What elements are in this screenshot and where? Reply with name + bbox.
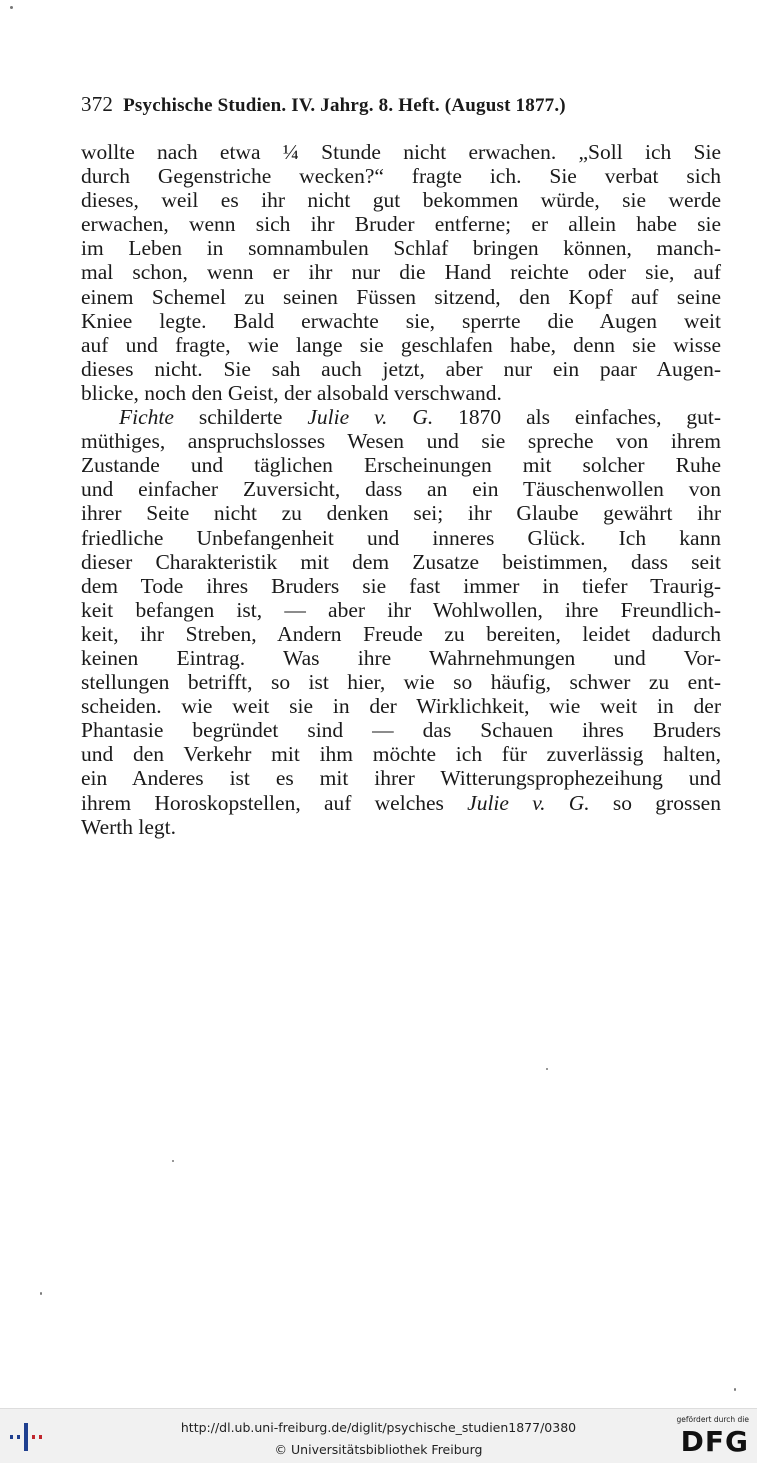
text-line — [81, 405, 721, 429]
text-run: so grossen — [589, 790, 721, 815]
body-text — [81, 140, 721, 839]
text-line — [81, 212, 721, 236]
source-url[interactable]: http://dl.ub.uni-freiburg.de/diglit/psychische_studien1877/0380 — [180, 1420, 577, 1435]
text-run: blicke, noch den Geist, der alsobald verschwand. — [81, 380, 502, 405]
scan-speck — [546, 1068, 548, 1070]
text-run: einem Schemel zu seinen Füssen sitzend, den Kopf auf seine — [81, 284, 721, 309]
text-run: keit befangen ist, — aber ihr Wohlwollen, ihre Freundlich- — [81, 597, 721, 622]
page-number: 372 — [81, 92, 114, 116]
sponsor-logo: DFG — [680, 1425, 749, 1458]
text-line — [81, 574, 721, 598]
text-run: ein Anderes ist es mit ihrer Witterungsprophezeihung und — [81, 766, 721, 791]
scan-speck — [40, 1292, 42, 1295]
text-run: Phantasie begründet sind — das Schauen ihres Bruders — [81, 718, 721, 743]
text-line — [81, 357, 721, 381]
text-line — [81, 285, 721, 309]
text-run: mal schon, wenn er ihr nur die Hand reichte oder sie, auf — [81, 260, 721, 285]
text-line — [81, 526, 721, 550]
text-run: dem Tode ihres Bruders sie fast immer in tiefer Traurig- — [81, 573, 721, 598]
sponsor-caption: gefördert durch die — [676, 1415, 749, 1424]
footer-bar — [0, 1408, 757, 1463]
scan-speck — [734, 1388, 736, 1391]
text-line — [81, 742, 721, 766]
text-run: stellungen betrifft, so ist hier, wie so häufig, schwer zu ent- — [81, 670, 721, 695]
text-line — [81, 477, 721, 501]
text-line — [81, 188, 721, 212]
text-run: 1870 als einfaches, gut- — [433, 405, 722, 430]
text-run: Kniee legte. Bald erwachte sie, sperrte die Augen weit — [81, 308, 721, 333]
text-line — [81, 622, 721, 646]
text-line — [81, 501, 721, 525]
text-line — [81, 646, 721, 670]
text-line — [81, 694, 721, 718]
copyright-notice: © Universitätsbibliothek Freiburg — [274, 1442, 483, 1457]
text-line — [81, 333, 721, 357]
scan-speck — [172, 1160, 174, 1162]
text-line — [81, 791, 721, 815]
italic-name: Fichte — [119, 405, 174, 430]
text-run: keinen Eintrag. Was ihre Wahrnehmungen und Vor- — [81, 645, 721, 670]
text-line — [81, 164, 721, 188]
text-line — [81, 718, 721, 742]
text-line — [81, 766, 721, 790]
text-run: dieses nicht. Sie sah auch jetzt, aber nur ein paar Augen- — [81, 356, 721, 381]
text-run: durch Gegenstriche wecken?“ fragte ich. Sie verbat sich — [81, 164, 721, 189]
text-run: und den Verkehr mit ihm möchte ich für zuverlässig halten, — [81, 742, 721, 767]
text-line — [81, 236, 721, 260]
text-run: erwachen, wenn sich ihr Bruder entferne; er allein habe sie — [81, 212, 721, 237]
text-run: friedliche Unbefangenheit und inneres Glück. Ich kann — [81, 525, 721, 550]
text-run: schilderte — [173, 405, 308, 430]
text-run: dieses, weil es ihr nicht gut bekommen würde, sie werde — [81, 188, 721, 213]
text-run: dieser Charakteristik mit dem Zusatze beistimmen, dass seit — [81, 549, 721, 574]
text-run: ihrer Seite nicht zu denken sei; ihr Glaube gewährt ihr — [81, 501, 721, 526]
italic-name: Julie v. G. — [307, 405, 434, 430]
text-line — [81, 260, 721, 284]
running-header — [81, 92, 681, 117]
scan-speck — [10, 6, 13, 9]
text-line — [81, 381, 721, 405]
text-run: auf und fragte, wie lange sie geschlafen habe, denn sie wisse — [81, 332, 721, 357]
running-title: Psychische Studien. IV. Jahrg. 8. Heft. (August 1877.) — [123, 95, 566, 116]
text-line — [81, 598, 721, 622]
text-line — [81, 429, 721, 453]
text-line — [81, 453, 721, 477]
text-run: im Leben in somnambulen Schlaf bringen können, manch- — [81, 236, 721, 261]
text-run: Werth legt. — [81, 814, 176, 839]
text-run: scheiden. wie weit sie in der Wirklichkeit, wie weit in der — [81, 694, 721, 719]
italic-name: Julie v. G. — [467, 790, 590, 815]
text-line — [81, 309, 721, 333]
text-run: müthiges, anspruchslosses Wesen und sie spreche von ihrem — [81, 429, 721, 454]
text-line — [81, 670, 721, 694]
text-run: Zustande und täglichen Erscheinungen mit solcher Ruhe — [81, 453, 721, 478]
text-run: ihrem Horoskopstellen, auf welches — [81, 790, 468, 815]
text-run: wollte nach etwa ¼ Stunde nicht erwachen. „Soll ich Sie — [81, 140, 721, 164]
text-line — [81, 140, 721, 164]
dfg-logo-icon — [665, 1415, 749, 1459]
text-line — [81, 815, 721, 839]
text-line — [81, 550, 721, 574]
text-run: keit, ihr Streben, Andern Freude zu bereiten, leidet dadurch — [81, 621, 721, 646]
text-run: und einfacher Zuversicht, dass an ein Täuschenwollen von — [81, 477, 721, 502]
